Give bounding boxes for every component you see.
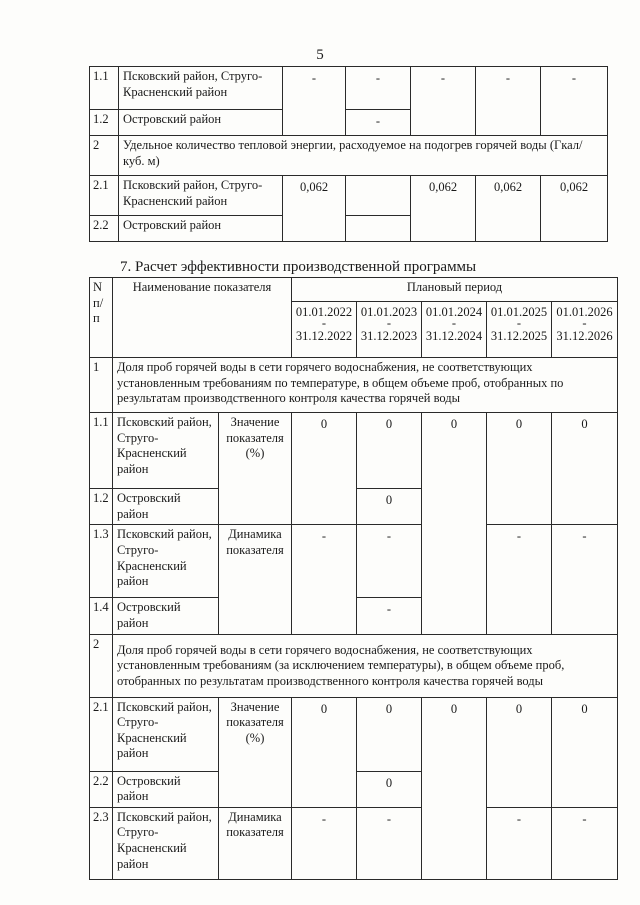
row-number: 1.1	[90, 67, 119, 110]
table-row	[90, 634, 618, 697]
row-number: 1.2	[90, 110, 119, 136]
row-number: 2	[90, 136, 119, 176]
value-cell: -	[357, 598, 422, 634]
row-name: Псковский район, Струго-Красненский район	[113, 525, 219, 598]
period-2022: 01.01.2022 - 31.12.2022	[292, 302, 357, 358]
row-name: Островский район	[113, 771, 219, 807]
value-cell: -	[357, 807, 422, 879]
table-row	[90, 358, 618, 413]
value-cell: -	[292, 525, 357, 634]
value-cell: 0	[292, 697, 357, 807]
value-cell: 0,062	[283, 176, 346, 242]
page-number: 5	[316, 47, 324, 63]
row-number: 2.1	[90, 697, 113, 771]
value-cell: -	[411, 67, 476, 136]
section-heading: Доля проб горячей воды в сети горячего водоснабжения, не соответствующих установленным требованиям по температуре, в общем объеме проб, отобранных по результатам производственного контроля качества горячей воды	[113, 358, 618, 413]
table-row	[90, 413, 618, 489]
value-cell: -	[346, 67, 411, 110]
row-number: 1.4	[90, 598, 113, 634]
value-cell: 0	[487, 697, 552, 807]
value-cell: -	[487, 525, 552, 634]
header-name: Наименование показателя	[113, 278, 292, 358]
efficiency-table	[89, 277, 618, 880]
row-number: 2.1	[90, 176, 119, 216]
header-planned-period: Плановый период	[292, 278, 618, 302]
row-number: 1	[90, 358, 113, 413]
row-name: Псковский район, Струго-Красненский район	[113, 807, 219, 879]
value-cell: 0,062	[411, 176, 476, 242]
value-cell: 0	[357, 697, 422, 771]
row-name: Островский район	[113, 489, 219, 525]
water-quality-table-continued	[89, 66, 608, 242]
value-cell	[346, 176, 411, 216]
value-cell: -	[346, 110, 411, 136]
section-heading: Удельное количество тепловой энергии, расходуемое на подогрев горячей воды (Гкал/куб. м)	[119, 136, 608, 176]
value-cell: -	[357, 525, 422, 598]
row-name: Псковский район, Струго-Красненский район	[113, 413, 219, 489]
value-cell: 0	[292, 413, 357, 525]
row-name: Псковский район, Струго-Красненский район	[119, 67, 283, 110]
row-number: 1.3	[90, 525, 113, 598]
value-cell: 0	[552, 413, 618, 525]
value-cell: 0	[357, 413, 422, 489]
section-heading: Доля проб горячей воды в сети горячего водоснабжения, не соответствующих установленным требованиям (за исключением температуры), в общем объеме проб, отобранных по результатам производственного контроля качества горячей воды	[113, 634, 618, 697]
value-cell: -	[552, 525, 618, 634]
table-row	[90, 807, 618, 879]
row-number: 2.2	[90, 771, 113, 807]
row-name: Псковский район, Струго-Красненский район	[119, 176, 283, 216]
value-cell	[346, 216, 411, 242]
value-cell: -	[552, 807, 618, 879]
value-cell: 0	[487, 413, 552, 525]
value-cell: -	[476, 67, 541, 136]
value-cell: -	[541, 67, 608, 136]
value-cell: 0	[422, 413, 487, 635]
value-cell: -	[487, 807, 552, 879]
period-2026: 01.01.2026 - 31.12.2026	[552, 302, 618, 358]
row-number: 1.2	[90, 489, 113, 525]
indicator-label: Значение показателя (%)	[219, 697, 292, 807]
value-cell: -	[283, 67, 346, 136]
value-cell: 0	[422, 697, 487, 879]
value-cell: -	[292, 807, 357, 879]
indicator-label: Значение показателя (%)	[219, 413, 292, 525]
table-header-row	[90, 278, 618, 302]
row-number: 2	[90, 634, 113, 697]
row-name: Островский район	[119, 110, 283, 136]
row-name: Псковский район, Струго-Красненский район	[113, 697, 219, 771]
indicator-label: Динамика показателя	[219, 525, 292, 634]
row-name: Островский район	[113, 598, 219, 634]
section-title: 7. Расчет эффективности производственной программы	[120, 259, 477, 275]
value-cell: 0,062	[476, 176, 541, 242]
table-row	[90, 697, 618, 771]
table-row	[90, 136, 608, 176]
value-cell: 0	[357, 489, 422, 525]
table-row	[90, 525, 618, 598]
row-name: Островский район	[119, 216, 283, 242]
period-2023: 01.01.2023 - 31.12.2023	[357, 302, 422, 358]
row-number: 1.1	[90, 413, 113, 489]
value-cell: 0,062	[541, 176, 608, 242]
header-num: N п/п	[90, 278, 113, 358]
indicator-label: Динамика показателя	[219, 807, 292, 879]
table-row	[90, 67, 608, 110]
row-number: 2.2	[90, 216, 119, 242]
period-2024: 01.01.2024 - 31.12.2024	[422, 302, 487, 358]
row-number: 2.3	[90, 807, 113, 879]
value-cell: 0	[357, 771, 422, 807]
table-row	[90, 176, 608, 216]
value-cell: 0	[552, 697, 618, 807]
period-2025: 01.01.2025 - 31.12.2025	[487, 302, 552, 358]
